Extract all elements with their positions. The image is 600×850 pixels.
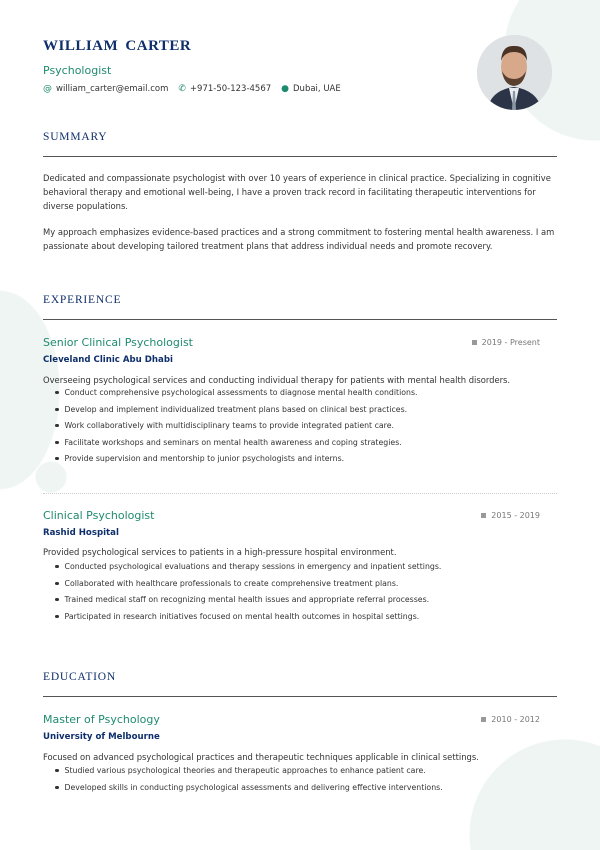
experience-date: 2019 - Present bbox=[472, 338, 540, 347]
phone-icon: ✆ bbox=[178, 84, 186, 94]
bullet-item: Developed skills in conducting psychological assessments and delivering effective interventions. bbox=[55, 783, 555, 792]
bullet-item: Develop and implement individualized treatment plans based on clinical best practices. bbox=[55, 405, 555, 414]
summary-paragraph: My approach emphasizes evidence-based practices and a strong commitment to fostering mental health awareness. I am passionate about developing tailored treatment plans that address individual needs and promote recovery. bbox=[43, 227, 555, 251]
bullet-item: Work collaboratively with multidisciplinary teams to provide integrated patient care. bbox=[55, 421, 555, 430]
bullet-item: Trained medical staff on recognizing mental health issues and appropriate referral processes. bbox=[55, 595, 555, 604]
education-heading: EDUCATION bbox=[43, 671, 116, 683]
divider bbox=[43, 319, 557, 320]
summary-paragraph: Dedicated and compassionate psychologist with over 10 years of experience in clinical practice. Specializing in cognitive behavioral therapy and emotional well-being, I have a proven track record in facilitating therapeutic interventions for diverse populations. bbox=[43, 173, 551, 211]
experience-org: Rashid Hospital bbox=[43, 528, 119, 538]
education-school: University of Melbourne bbox=[43, 732, 160, 742]
bullet-item: Provide supervision and mentorship to junior psychologists and interns. bbox=[55, 454, 555, 463]
contact-info bbox=[43, 84, 341, 94]
experience-desc: Provided psychological services to patients in a high-pressure hospital environment. bbox=[43, 547, 397, 557]
bullet-item: Studied various psychological theories and therapeutic approaches to enhance patient care. bbox=[55, 766, 555, 775]
bullet-item: Conduct comprehensive psychological assessments to diagnose mental health conditions. bbox=[55, 388, 555, 397]
divider bbox=[43, 696, 557, 697]
dotted-divider bbox=[43, 493, 557, 494]
at-icon: @ bbox=[43, 84, 52, 94]
divider bbox=[43, 156, 557, 157]
candidate-name: WILLIAM CARTER bbox=[43, 38, 192, 54]
profile-photo bbox=[477, 35, 552, 110]
contact-phone: ✆ +971-50-123-4567 bbox=[178, 84, 272, 94]
contact-location: ● Dubai, UAE bbox=[281, 84, 341, 94]
experience-org: Cleveland Clinic Abu Dhabi bbox=[43, 355, 173, 365]
experience-title: Clinical Psychologist bbox=[43, 509, 155, 522]
education-desc: Focused on advanced psychological practices and therapeutic techniques applicable in clinical settings. bbox=[43, 752, 479, 762]
education-date: 2010 - 2012 bbox=[481, 715, 540, 724]
experience-title: Senior Clinical Psychologist bbox=[43, 336, 193, 349]
bullet-item: Collaborated with healthcare professionals to create comprehensive treatment plans. bbox=[55, 579, 555, 588]
location-pin-icon: ● bbox=[281, 84, 290, 94]
summary-heading: SUMMARY bbox=[43, 131, 108, 143]
experience-date: 2015 - 2019 bbox=[481, 511, 540, 520]
bullet-item: Participated in research initiatives focused on mental health outcomes in hospital settings. bbox=[55, 612, 555, 621]
contact-email: @ william_carter@email.com bbox=[43, 84, 169, 94]
education-degree: Master of Psychology bbox=[43, 713, 160, 726]
bullet-item: Facilitate workshops and seminars on mental health awareness and coping strategies. bbox=[55, 438, 555, 447]
bullet-item: Conducted psychological evaluations and therapy sessions in emergency and inpatient settings. bbox=[55, 562, 555, 571]
job-title: Psychologist bbox=[43, 64, 112, 77]
experience-heading: EXPERIENCE bbox=[43, 294, 122, 306]
experience-desc: Overseeing psychological services and conducting individual therapy for patients with mental health disorders. bbox=[43, 375, 511, 385]
